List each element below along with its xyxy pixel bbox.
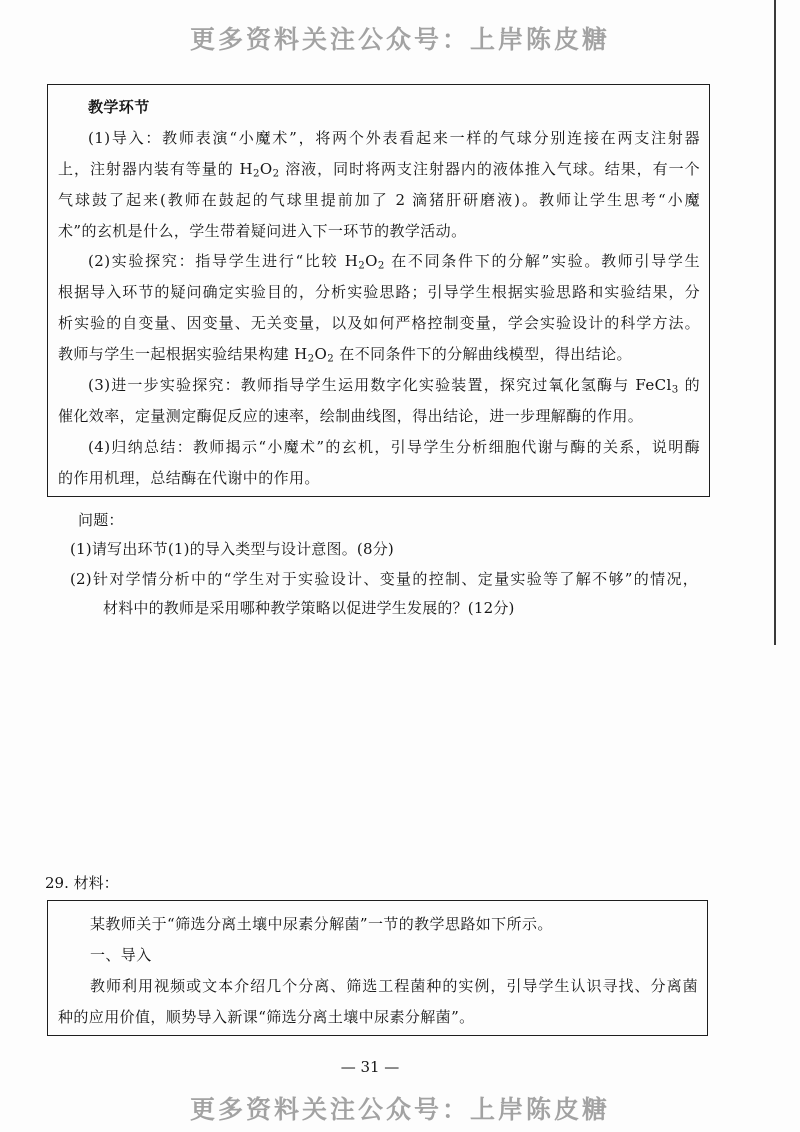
watermark-header: 更多资料关注公众号：上岸陈皮糖 xyxy=(189,25,610,54)
question-2-line: (2)针对学情分析中的“学生对于实验设计、变量的控制、定量实验等了解不够”的情况， xyxy=(70,569,698,588)
page-number: — 31 — xyxy=(340,1058,400,1076)
text-segment: (2)实验探究：指导学生进行“比较 H xyxy=(88,252,359,271)
text-segment: 在不同条件下的分解曲线模型，得出结论。 xyxy=(334,345,632,364)
text-segment: O xyxy=(314,345,328,364)
subscript: 2 xyxy=(272,168,280,180)
step-3-line: 催化效率，定量测定酶促反应的速率，绘制曲线图，得出结论，进一步理解酶的作用。 xyxy=(58,406,644,425)
subscript: 2 xyxy=(377,261,385,272)
text-segment: O xyxy=(259,159,273,178)
step-4-line: (4)归纳总结：教师揭示“小魔术”的玄机，引导学生分析细胞代谢与酶的关系，说明酶 xyxy=(88,437,700,456)
step-1-line: 术”的玄机是什么，学生带着疑问进入下一环节的教学活动。 xyxy=(58,221,467,240)
step-1-line: 气球鼓了起来(教师在鼓起的气球里提前加了 2 滴猪肝研磨液)。教师让学生思考“小魔 xyxy=(58,190,700,209)
question-2-line: 材料中的教师是采用哪种教学策略以促进学生发展的？(12分) xyxy=(103,598,515,617)
subscript: 2 xyxy=(358,261,366,272)
step-1-line xyxy=(58,154,700,185)
text-segment: 在不同条件下的分解”实验。教师引导学生 xyxy=(384,252,700,271)
subscript: 2 xyxy=(252,168,260,180)
text-segment: 的 xyxy=(678,376,700,395)
material-line: 教师利用视频或文本介绍几个分离、筛选工程菌种的实例，引导学生认识寻找、分离菌 xyxy=(90,977,698,995)
scan-edge-line xyxy=(774,0,776,645)
step-2-line xyxy=(58,246,700,277)
step-2-line xyxy=(58,339,700,370)
step-4-line: 的作用机理，总结酶在代谢中的作用。 xyxy=(58,468,320,487)
watermark-footer: 更多资料关注公众号：上岸陈皮糖 xyxy=(189,1095,610,1124)
text-segment: (3)进一步实验探究：教师指导学生运用数字化实验装置，探究过氧化氢酶与 FeCl xyxy=(88,376,672,395)
question-1: (1)请写出环节(1)的导入类型与设计意图。(8分) xyxy=(70,540,394,559)
material-box xyxy=(47,900,708,1036)
material-section-title: 一、导入 xyxy=(90,946,152,964)
material-line: 种的应用价值，顺势导入新课“筛选分离土壤中尿素分解菌”。 xyxy=(58,1008,475,1026)
question-29-label: 29. 材料： xyxy=(45,874,119,892)
subscript: 2 xyxy=(327,353,335,365)
step-1-line: (1)导入：教师表演“小魔术”，将两个外表看起来一样的气球分别连接在两支注射器 xyxy=(88,128,700,147)
step-3-line xyxy=(58,370,700,401)
text-segment: 上，注射器内装有等量的 H xyxy=(58,159,253,178)
questions-title: 问题： xyxy=(78,511,124,529)
questions-block xyxy=(70,506,698,623)
text-segment: 溶液，同时将两支注射器内的液体推入气球。结果，有一个 xyxy=(279,159,700,178)
material-line: 某教师关于“筛选分离土壤中尿素分解菌”一节的教学思路如下所示。 xyxy=(90,915,553,933)
subscript: 2 xyxy=(307,353,315,365)
subscript: 3 xyxy=(671,384,679,396)
teaching-steps-heading: 教学环节 xyxy=(88,98,150,116)
step-2-line: 根据导入环节的疑问确定实验目的，分析实验思路；引导学生根据实验思路和实验结果，分 xyxy=(58,283,700,302)
teaching-steps-box xyxy=(47,84,710,497)
text-segment: O xyxy=(365,252,378,271)
text-segment: 教师与学生一起根据实验结果构建 H xyxy=(58,345,308,364)
step-2-line: 析实验的自变量、因变量、无关变量，以及如何严格控制变量，学会实验设计的科学方法。 xyxy=(58,314,700,333)
